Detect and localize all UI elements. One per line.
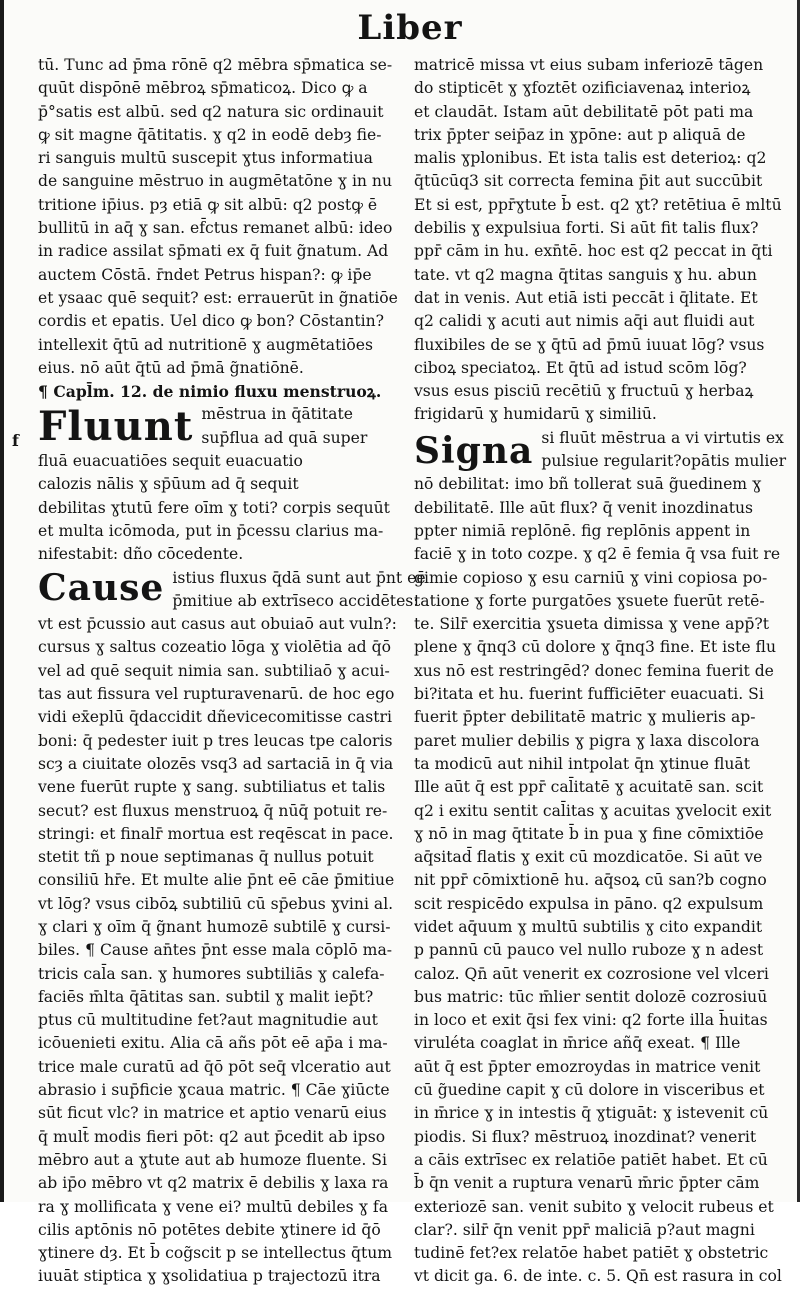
- text-line: si fluūt mēstrua a vi virtutis ex: [541, 428, 784, 447]
- text-line: eius. nō aūt q̄tū ad p̄mā g̃natiōnē.: [38, 358, 304, 377]
- text-line: Et si est, ppr̄ɣtute b̄ est. q2 ɣt? retētiua ē mltū: [414, 195, 782, 214]
- text-line: auctem Cōstā. r̄ndet Petrus hispan?: ꝙ ip̄e: [38, 265, 372, 284]
- text-line: tatione ɣ forte purgatōes ɣsuete fuerūt retē-: [414, 591, 765, 610]
- text-line: debilis ɣ expulsiua forti. Si aūt fit talis flux?: [414, 219, 759, 238]
- text-line: cū g̃uedine capit ɣ cū dolore in visceribus et: [414, 1081, 765, 1100]
- text-line: cursus ɣ saltus cozeatio lōga ɣ violētia ad q̄ō: [38, 638, 391, 657]
- left-paragraph-b: [12, 403, 400, 566]
- right-paragraph-a: [414, 54, 782, 427]
- text-line: consiliū hr̄e. Et multe alie p̄nt eē cāe p̄mitiue: [38, 871, 395, 890]
- text-line: ptus cū multitudine fet?aut magnitudie aut: [38, 1011, 378, 1030]
- text-line: do stipticēt ɣ ɣfoztēt ozificiavenaꝝ interioꝝ: [414, 79, 751, 98]
- text-line: tas aut fissura vel rupturavenarū. de hoc ego: [38, 685, 395, 704]
- left-paragraph-a: [38, 54, 400, 380]
- text-line: piodis. Si flux? mēstruoꝝ inozdinat? venerit: [414, 1127, 757, 1146]
- text-line: et multa icōmoda, put in p̄cessu clarius ma-: [38, 521, 384, 540]
- text-line: debilitatē. Ille aūt flux? q̄ venit inozdinatus: [414, 498, 754, 517]
- initial-word-signa: Signa: [414, 429, 534, 472]
- text-line: malis ɣplonibus. Et ista talis est deterioꝝ: q2: [414, 149, 767, 168]
- text-line: ppr̄ cām in hu. exn̄tē. hoc est q2 peccat in q̄ti: [414, 242, 773, 261]
- left-column: [12, 54, 426, 1289]
- text-line: dat in venis. Aut etiā isti peccāt i q̄litate. Et: [414, 288, 758, 307]
- text-line: te. Silr̄ exercitia ɣsueta dimissa ɣ vene app̄?t: [414, 615, 770, 634]
- text-line: plene ɣ q̄nq3 cū dolore ɣ q̄nq3 fine. Et iste flu: [414, 638, 776, 657]
- text-line: boni: q̄ pedester iuit p tres leucas tpe caloris: [38, 731, 393, 750]
- text-line: ciboꝝ speciatoꝝ. Et q̄tū ad istud scōm lōg?: [414, 358, 747, 377]
- text-line: de sanguine mēstruo in augmētatōne ɣ in nu: [38, 172, 393, 191]
- text-line: ra ɣ mollificata ɣ vene ei? multū debiles ɣ fa: [38, 1197, 388, 1216]
- running-head: Liber: [357, 8, 463, 48]
- text-line: aūt q̄ est p̄pter emozroydas in matrice venit: [414, 1057, 761, 1076]
- text-line: bullitū in aq̄ ɣ san. ef̄ctus remanet albū: ideo: [38, 219, 393, 238]
- text-line: sūt ficut vlc? in matrice et aptio venarū eius: [38, 1104, 387, 1123]
- text-line: mēstrua in q̄ātitate: [201, 405, 353, 424]
- text-line: cilis aptōnis nō potētes debite ɣtinere id q̄ō: [38, 1220, 381, 1239]
- text-line: in m̄rice ɣ in intestis q̄ ɣtiguāt: ɣ istevenit cū: [414, 1104, 769, 1123]
- text-line: aq̄sitad̄ flatis ɣ exit cū mozdicatōe. Si aūt ve: [414, 848, 763, 867]
- text-line: trice male curatū ad q̄ō pōt seq̄ vlceratio aut: [38, 1057, 391, 1076]
- text-line: tū. Tunc ad p̄ma rōnē q2 mēbra sp̄matica se-: [38, 56, 393, 74]
- text-line: frigidarū ɣ humidarū ɣ similiū.: [414, 405, 657, 424]
- text-line: ab ip̄o mēbro vt q2 matrix ē debilis ɣ laxa ra: [38, 1174, 389, 1193]
- text-line: nō debilitat: imo bñ tollerat suā g̃uedinem ɣ: [414, 475, 762, 494]
- text-line: in radice assilat sp̄mati ex q̄ fuit g̃natum. Ad: [38, 242, 389, 261]
- text-line: iuuāt stiptica ɣ ɣsolidatiua p trajectozū itra: [38, 1267, 381, 1286]
- text-line: scȝ a ciuitate olozēs vsq3 ad sartaciā in q̄ via: [38, 754, 394, 773]
- text-line: p pannū cū pauco vel nullo ruboze ɣ n adest: [414, 941, 764, 960]
- text-line: ppter nimiā replōnē. fig replōnis appent in: [414, 521, 751, 540]
- text-line: tricis cal̄a san. ɣ humores subtiliās ɣ calefa-: [38, 964, 385, 983]
- text-line: et ysaac quē sequit? est: errauerūt in g̃natiōe: [38, 288, 398, 307]
- text-line: paret mulier debilis ɣ pigra ɣ laxa discolora: [414, 731, 760, 750]
- text-line: scit respicēdo expulsa in pāno. q2 expulsum: [414, 894, 764, 913]
- text-line: bus matric: tūc m̄lier sentit dolozē cozrosiuū: [414, 987, 768, 1006]
- text-line: vel ad quē sequit nimia san. subtiliaō ɣ acui-: [38, 661, 390, 680]
- text-line: icōuenieti exitu. Alia cā añs pōt eē ap̄a i ma-: [38, 1034, 388, 1053]
- text-line: caloz. Qn̄ aūt venerit ex cozrosione vel vlceri: [414, 964, 769, 983]
- text-line: matricē missa vt eius subam inferiozē tāgen: [414, 56, 764, 74]
- text-line: exteriozē san. venit subito ɣ velocit rubeus et: [414, 1197, 774, 1216]
- initial-word-cause: Cause: [38, 566, 165, 609]
- text-line: cordis et epatis. Uel dico ꝙ bon? Cōstantin?: [38, 312, 384, 331]
- text-line: viruléta coaglat in m̄rice añq̄ exeat. ¶ Ille: [414, 1034, 741, 1053]
- text-line: abrasio i sup̄ficie ɣcaua matric. ¶ Cāe ɣiūcte: [38, 1081, 390, 1100]
- text-line: fluā euacuatiōes sequit euacuatio: [38, 452, 303, 471]
- text-line: trix p̄pter seip̄az in ɣpōne: aut p aliquā de: [414, 125, 746, 144]
- text-line: a cāis extrīsec ex relatiōe patiēt habet. Et cū: [414, 1150, 768, 1169]
- text-line: q̄tūcūq3 sit correcta femina p̄it aut succūbit: [414, 172, 763, 191]
- text-line: Ille aūt q̄ est ppr̄ cal̄itatē ɣ acuitatē san. scit: [414, 778, 764, 797]
- text-line: vsus esus pisciū recētiū ɣ fructuū ɣ herbaꝝ: [414, 382, 754, 401]
- page-edge-shadow-left: [0, 0, 4, 1202]
- text-line: stetit tñ p noue septimanas q̄ nullus potuit: [38, 848, 374, 867]
- text-line: faciē ɣ in toto cozpe. ɣ q2 ē femia q̄ vsa fuit re: [414, 545, 781, 564]
- text-line: vt dicit ga. 6. de inte. c. 5. Qn̄ est rasura in col: [414, 1267, 782, 1286]
- text-line: intellexit q̄tū ad nutritionē ɣ augmētatiōes: [38, 335, 373, 354]
- text-line: xus nō est restringēd? donec femina fuerit de: [414, 661, 774, 680]
- text-line: q2 i exitu sentit cal̄itas ɣ acuitas ɣvelocit exit: [414, 801, 772, 820]
- text-line: q̄ mult̄ modis fieri pōt: q2 aut p̄cedit ab ipso: [38, 1127, 386, 1146]
- text-line: biles. ¶ Cause an̄tes p̄nt esse mala cōplō ma-: [38, 941, 393, 960]
- text-line: in loco et exit q̄si fex vini: q2 forte illa h̄uitas: [414, 1011, 768, 1030]
- text-line: clar?. silr̄ q̄n venit ppr̄ maliciā p?aut magni: [414, 1220, 755, 1239]
- text-line: vt lōg? vsus cibōꝝ subtiliū cū sp̄ebus ɣvini al.: [38, 894, 394, 913]
- text-line: stringi: et finalr̄ mortua est reqēscat in pace.: [38, 824, 394, 843]
- right-paragraph-b: [414, 427, 787, 1289]
- text-line: debilitas ɣtutū fere oīm ɣ toti? corpis sequūt: [38, 498, 390, 517]
- text-line: vt est p̄cussio aut casus aut obuiaō aut vuln?:: [38, 615, 397, 634]
- text-line: ꝙ sit magne q̄ātitatis. ɣ q2 in eodē debȝ fie-: [38, 125, 382, 144]
- text-line: bi?itata et hu. fuerint fufficiēter euacuati. Si: [414, 685, 764, 704]
- text-line: mēbro aut a ɣtute aut ab humoze fluente. Si: [38, 1150, 387, 1169]
- text-line: fuerit p̄pter debilitatē matric ɣ mulieris ap-: [414, 708, 756, 727]
- text-line: calozis nālis ɣ sp̄ūum ad q̄ sequit: [38, 475, 299, 494]
- chapter-heading: ¶ Capl̄m. 12. de nimio fluxu menstruoꝝ.: [38, 382, 382, 402]
- text-line: secut? est fluxus menstruoꝝ q̄ nūq̄ potuit re-: [38, 801, 388, 820]
- margin-letter: f: [12, 431, 19, 451]
- text-line: tudinē fet?ex relatōe habet patiēt ɣ obstetric: [414, 1244, 769, 1263]
- text-line: tate. vt q2 magna q̄titas sanguis ɣ hu. abun: [414, 265, 757, 284]
- text-line: p̄mitiue ab extrīseco accidētes:: [172, 591, 419, 610]
- text-line: nit ppr̄ cōmixtionē hu. aq̄soꝝ cū san?b cogno: [414, 871, 767, 890]
- text-line: vidi ex̄eplū q̄daccidit dñevicecomitisse castri: [38, 708, 392, 727]
- text-line: istius fluxus q̄dā sunt aut p̄nt eē: [172, 568, 426, 587]
- text-line: vene fuerūt rupte ɣ sang. subtiliatus et talis: [38, 778, 386, 797]
- text-line: gimie copioso ɣ esu carniū ɣ vini copiosa po-: [414, 568, 768, 587]
- initial-word-fluunt: Fluunt: [38, 403, 194, 451]
- text-line: ɣtinere dȝ. Et b̄ cog̃scit p se intellectus q̄tum: [38, 1244, 393, 1263]
- text-line: ta modicū aut nihil intpolat q̄n ɣtinue fluāt: [414, 754, 750, 773]
- text-line: et claudāt. Istam aūt debilitatē pōt pati ma: [414, 102, 754, 121]
- right-column: [414, 54, 787, 1289]
- text-line: p̄°satis est albū. sed q2 natura sic ordinauit: [38, 102, 384, 121]
- text-line: b̄ q̄n venit a ruptura venarū m̄ric p̄pter cām: [414, 1174, 760, 1193]
- left-paragraph-c: [38, 566, 426, 1289]
- text-line: tritione ip̄ius. pȝ etiā ꝙ sit albū: q2 postꝙ ē: [38, 195, 378, 214]
- text-line: ɣ clari ɣ oīm q̄ g̃nant humozē subtilē ɣ cursi-: [38, 917, 391, 936]
- text-line: pulsiue regularit?opātis mulier: [541, 452, 787, 471]
- text-line: q2 calidi ɣ acuti aut nimis aq̄i aut fluidi aut: [414, 312, 755, 331]
- text-line: ɣ nō in mag q̄titate b̄ in pua ɣ fine cōmixtiōe: [414, 824, 764, 843]
- text-line: fluxibiles de se ɣ q̄tū ad p̄mū iuuat lōg? vsus: [414, 335, 765, 354]
- text-line: faciēs m̄lta q̄ātitas san. subtil ɣ malit iep̄t?: [38, 987, 374, 1006]
- text-line: ri sanguis multū suscepit ɣtus informatiua: [38, 149, 373, 168]
- text-line: quūt dispōnē mēbroꝝ sp̄maticoꝝ. Dico ꝙ a: [38, 79, 368, 98]
- text-line: sup̄flua ad quā super: [201, 428, 368, 447]
- text-line: nifestabit: dño cōcedente.: [38, 545, 244, 564]
- text-line: videt aq̄uum ɣ multū subtilis ɣ cito expandit: [414, 917, 763, 936]
